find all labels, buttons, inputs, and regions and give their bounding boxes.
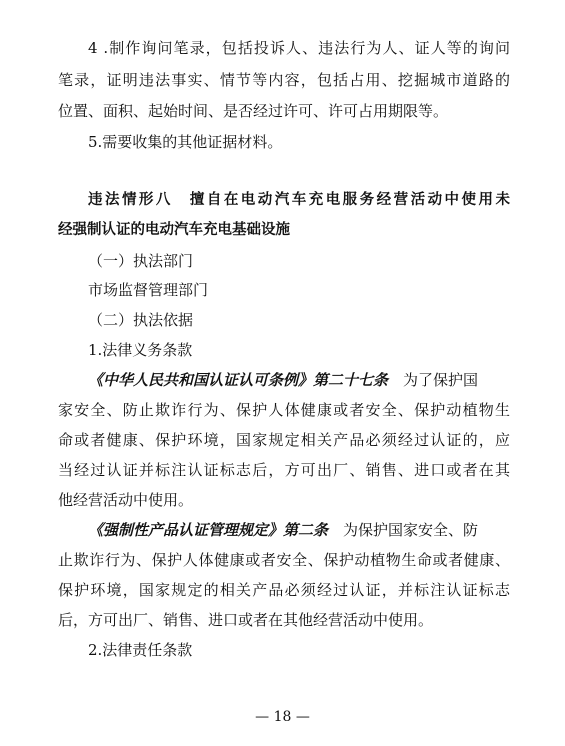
- article-2-line-1-rest: 为保护国家安全、防: [328, 521, 479, 539]
- article-1-line-5: 他经营活动中使用。: [58, 491, 194, 509]
- section-1-body: 市场监督管理部门: [88, 281, 209, 299]
- article-2-law-title: 《强制性产品认证管理规定》第二条: [88, 521, 329, 539]
- article-1-line-3: 命或者健康、保护环境，国家规定相关产品必须经过认证的，应: [58, 431, 510, 449]
- article-1-line-1-rest: 为了保护国: [388, 371, 479, 389]
- paragraph-4-line-3: 位置、面积、起始时间、是否经过许可、许可占用期限等。: [58, 102, 449, 120]
- article-1-law-title: 《中华人民共和国认证认可条例》第二十七条: [88, 371, 389, 389]
- section-2-heading: （二）执法依据: [88, 311, 194, 329]
- section-1-heading: （一）执法部门: [88, 252, 194, 270]
- item-2-heading: 2.法律责任条款: [88, 641, 193, 659]
- item-1-heading: 1.法律义务条款: [88, 341, 193, 359]
- paragraph-5: 5.需要收集的其他证据材料。: [88, 133, 283, 151]
- paragraph-4-line-1: 4 .制作询问笔录，包括投诉人、违法行为人、证人等的询问: [88, 39, 510, 57]
- page-number: — 18 —: [255, 709, 310, 725]
- case-heading-line-1: 违法情形八 擅自在电动汽车充电服务经营活动中使用未: [88, 192, 510, 208]
- paragraph-4-line-2: 笔录，证明违法事实、情节等内容，包括占用、挖掘城市道路的: [58, 71, 510, 89]
- article-1-line-4: 当经过认证并标注认证标志后，方可出厂、销售、进口或者在其: [58, 461, 510, 479]
- article-2-line-1: [88, 520, 510, 540]
- article-2-line-2: 止欺诈行为、保护人体健康或者安全、保护动植物生命或者健康、: [58, 551, 510, 569]
- article-1-line-2: 家安全、防止欺诈行为、保护人体健康或者安全、保护动植物生: [58, 401, 510, 419]
- article-2-line-3: 保护环境，国家规定的相关产品必须经过认证，并标注认证标志: [58, 581, 510, 599]
- article-2-line-4: 后，方可出厂、销售、进口或者在其他经营活动中使用。: [58, 611, 434, 629]
- case-heading-line-2: 经强制认证的电动汽车充电基础设施: [58, 222, 290, 238]
- article-1-line-1: [88, 370, 510, 390]
